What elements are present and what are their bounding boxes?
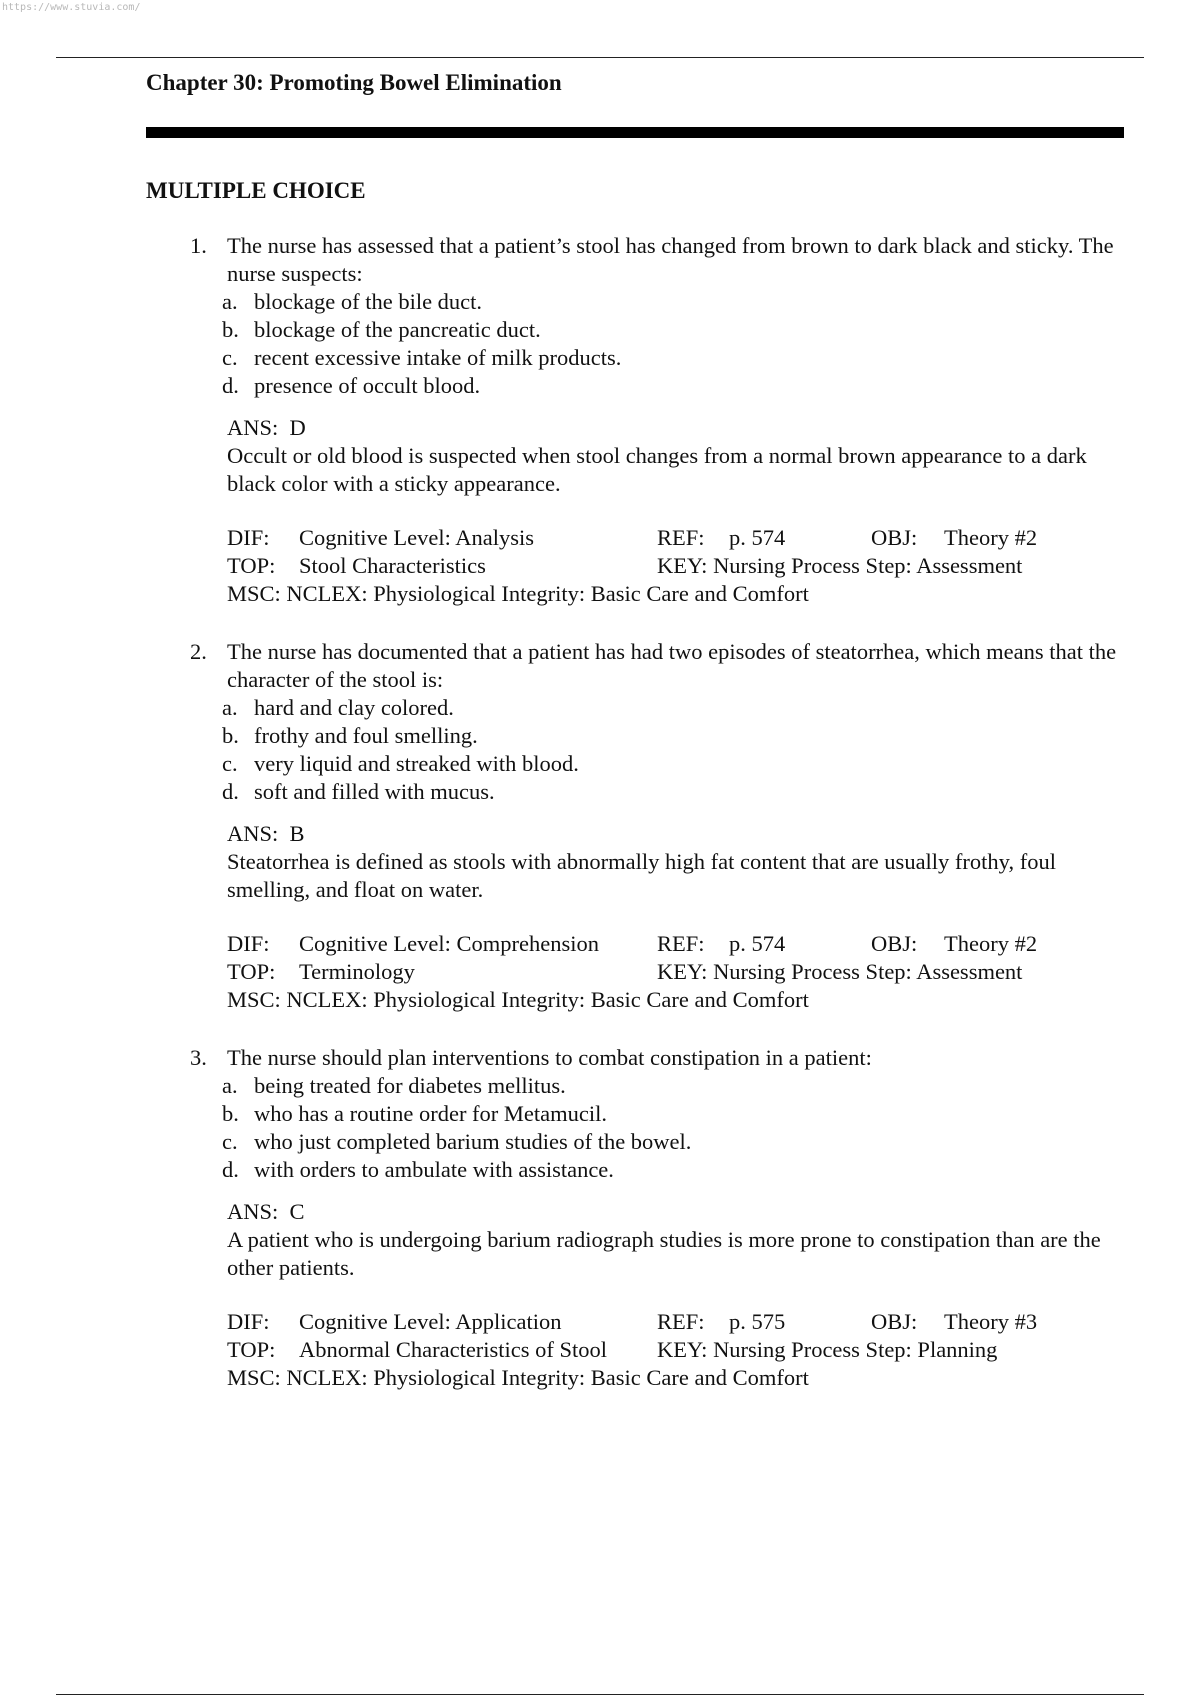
question-stem <box>190 638 1130 694</box>
option-d <box>222 1156 1130 1184</box>
ref-value: p. 575 <box>729 1309 786 1334</box>
option-c <box>222 1128 1130 1156</box>
ref-label: REF: <box>657 1309 705 1334</box>
answer-line <box>227 820 1130 848</box>
option-text: very liquid and streaked with blood. <box>254 751 579 776</box>
answer-options <box>222 1072 1130 1184</box>
option-b <box>222 316 1130 344</box>
dif-label: DIF: <box>227 1309 270 1334</box>
answer-value: B <box>289 821 305 846</box>
option-text: frothy and foul smelling. <box>254 723 478 748</box>
option-letter: b. <box>222 1101 239 1126</box>
option-b <box>222 722 1130 750</box>
option-c <box>222 750 1130 778</box>
option-letter: b. <box>222 317 239 342</box>
meta-row-msc <box>227 580 1130 608</box>
option-text: who just completed barium studies of the bowel. <box>254 1129 692 1154</box>
answer-block <box>227 820 1130 904</box>
meta-row-msc <box>227 1364 1130 1392</box>
option-a <box>222 288 1130 316</box>
answer-options <box>222 288 1130 400</box>
meta-row-msc <box>227 986 1130 1014</box>
option-letter: d. <box>222 779 239 804</box>
chapter-title: Chapter 30: Promoting Bowel Elimination <box>146 70 562 95</box>
obj-label: OBJ: <box>871 525 918 550</box>
question-number: 1. <box>190 233 207 258</box>
question-number: 2. <box>190 639 207 664</box>
obj-value: Theory #2 <box>944 931 1038 956</box>
option-letter: c. <box>222 751 238 776</box>
option-d <box>222 778 1130 806</box>
option-letter: c. <box>222 345 238 370</box>
question-3 <box>190 1044 1130 1392</box>
option-text: with orders to ambulate with assistance. <box>254 1157 614 1182</box>
top-value: Abnormal Characteristics of Stool <box>299 1337 608 1362</box>
title-divider-bar <box>146 127 1124 138</box>
key-label: KEY: <box>657 553 708 578</box>
answer-value: D <box>289 415 306 440</box>
answer-value: C <box>289 1199 305 1224</box>
option-text: presence of occult blood. <box>254 373 481 398</box>
answer-label: ANS: <box>227 1199 279 1224</box>
section-heading: MULTIPLE CHOICE <box>146 178 366 203</box>
meta-row-top <box>227 958 1130 986</box>
answer-block <box>227 414 1130 498</box>
meta-row-dif <box>227 524 1130 552</box>
question-metadata <box>227 930 1130 1014</box>
option-letter: a. <box>222 289 238 314</box>
ref-label: REF: <box>657 525 705 550</box>
question-stem <box>190 1044 1130 1072</box>
answer-options <box>222 694 1130 806</box>
msc-label: MSC: <box>227 987 281 1012</box>
top-label: TOP: <box>227 959 276 984</box>
ref-label: REF: <box>657 931 705 956</box>
key-value: Nursing Process Step: Planning <box>713 1337 998 1362</box>
msc-value: NCLEX: Physiological Integrity: Basic Care and Comfort <box>286 581 809 606</box>
rationale: Steatorrhea is defined as stools with abnormally high fat content that are usually frothy, foul smelling, and float on water. <box>227 849 1056 902</box>
bottom-rule <box>56 1694 1144 1695</box>
meta-row-dif <box>227 930 1130 958</box>
option-letter: b. <box>222 723 239 748</box>
option-a <box>222 694 1130 722</box>
question-stem <box>190 232 1130 288</box>
obj-label: OBJ: <box>871 931 918 956</box>
dif-value: Cognitive Level: Analysis <box>299 525 534 550</box>
dif-value: Cognitive Level: Application <box>299 1309 562 1334</box>
option-text: hard and clay colored. <box>254 695 454 720</box>
option-text: blockage of the bile duct. <box>254 289 483 314</box>
rationale: Occult or old blood is suspected when stool changes from a normal brown appearance to a dark black color with a sticky appearance. <box>227 443 1087 496</box>
option-d <box>222 372 1130 400</box>
msc-value: NCLEX: Physiological Integrity: Basic Care and Comfort <box>286 987 809 1012</box>
answer-line <box>227 414 1130 442</box>
option-text: recent excessive intake of milk products. <box>254 345 622 370</box>
key-label: KEY: <box>657 1337 708 1362</box>
dif-label: DIF: <box>227 931 270 956</box>
obj-label: OBJ: <box>871 1309 918 1334</box>
key-value: Nursing Process Step: Assessment <box>713 959 1023 984</box>
option-text: who has a routine order for Metamucil. <box>254 1101 608 1126</box>
option-letter: d. <box>222 1157 239 1182</box>
obj-value: Theory #3 <box>944 1309 1038 1334</box>
ref-value: p. 574 <box>729 525 786 550</box>
meta-row-top <box>227 1336 1130 1364</box>
question-number: 3. <box>190 1045 207 1070</box>
option-text: being treated for diabetes mellitus. <box>254 1073 566 1098</box>
key-value: Nursing Process Step: Assessment <box>713 553 1023 578</box>
top-value: Terminology <box>299 959 415 984</box>
meta-row-dif <box>227 1308 1130 1336</box>
msc-label: MSC: <box>227 1365 281 1390</box>
question-2 <box>190 638 1130 1014</box>
key-label: KEY: <box>657 959 708 984</box>
answer-line <box>227 1198 1130 1226</box>
obj-value: Theory #2 <box>944 525 1038 550</box>
dif-value: Cognitive Level: Comprehension <box>299 931 599 956</box>
answer-block <box>227 1198 1130 1282</box>
option-b <box>222 1100 1130 1128</box>
answer-label: ANS: <box>227 821 279 846</box>
ref-value: p. 574 <box>729 931 786 956</box>
option-letter: d. <box>222 373 239 398</box>
source-url: https://www.stuvia.com/ <box>2 2 141 13</box>
option-a <box>222 1072 1130 1100</box>
option-text: blockage of the pancreatic duct. <box>254 317 541 342</box>
msc-label: MSC: <box>227 581 281 606</box>
question-metadata <box>227 524 1130 608</box>
question-1 <box>190 232 1130 608</box>
msc-value: NCLEX: Physiological Integrity: Basic Care and Comfort <box>286 1365 809 1390</box>
option-letter: a. <box>222 695 238 720</box>
top-rule <box>56 57 1144 58</box>
option-letter: c. <box>222 1129 238 1154</box>
option-c <box>222 344 1130 372</box>
question-text: The nurse has assessed that a patient’s stool has changed from brown to dark black and sticky. The nurse suspects: <box>227 233 1114 286</box>
option-text: soft and filled with mucus. <box>254 779 495 804</box>
question-metadata <box>227 1308 1130 1392</box>
top-label: TOP: <box>227 1337 276 1362</box>
top-label: TOP: <box>227 553 276 578</box>
question-text: The nurse should plan interventions to combat constipation in a patient: <box>227 1045 872 1070</box>
dif-label: DIF: <box>227 525 270 550</box>
meta-row-top <box>227 552 1130 580</box>
question-text: The nurse has documented that a patient has had two episodes of steatorrhea, which means that the character of the stool is: <box>227 639 1117 692</box>
rationale: A patient who is undergoing barium radiograph studies is more prone to constipation than are the other patients. <box>227 1227 1101 1280</box>
option-letter: a. <box>222 1073 238 1098</box>
answer-label: ANS: <box>227 415 279 440</box>
top-value: Stool Characteristics <box>299 553 486 578</box>
